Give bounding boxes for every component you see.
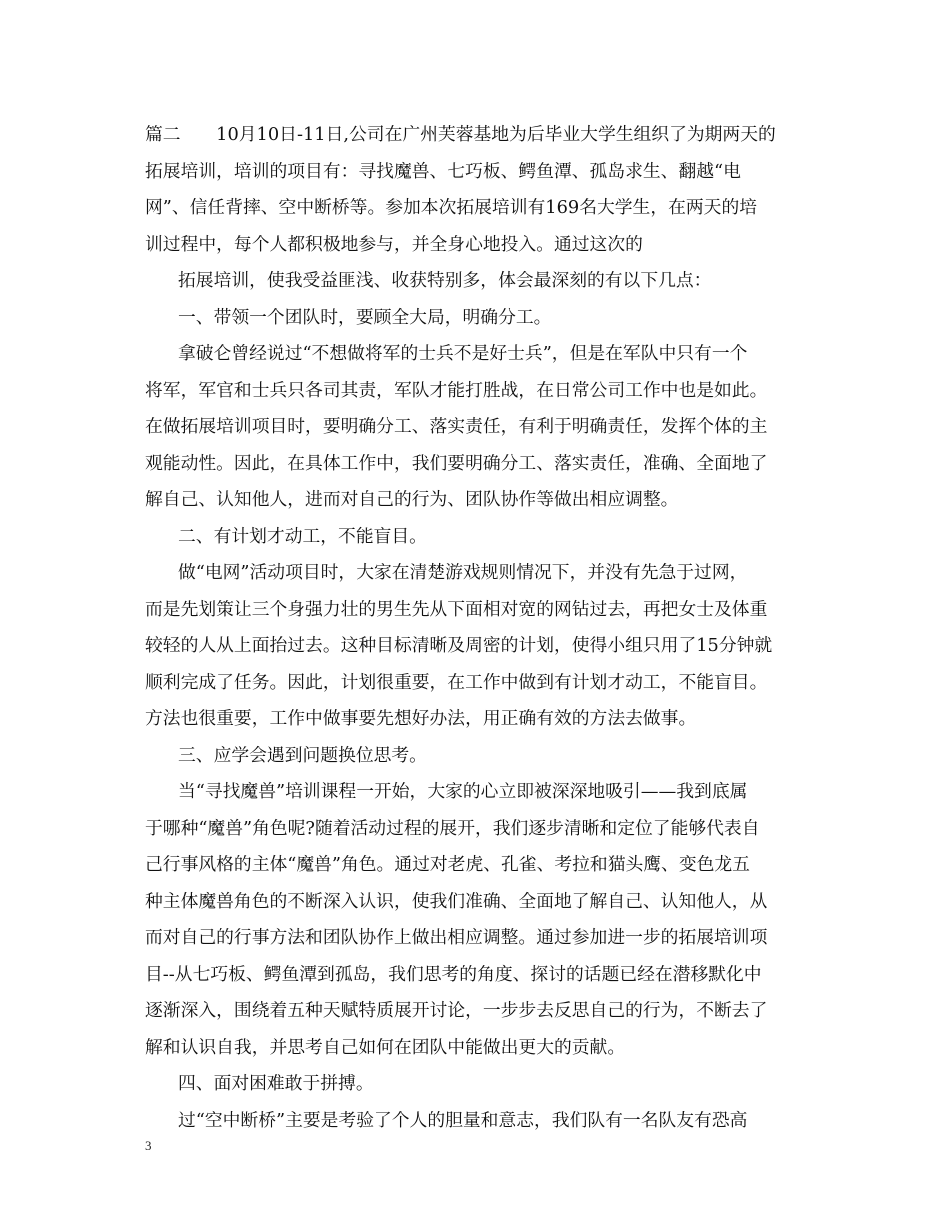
paragraph-line: 顺利完成了任务。因此，计划很重要，在工作中做到有计划才动工，不能盲目。 — [145, 671, 768, 693]
paragraph-line: 逐渐深入，围绕着五种天赋特质展开讨论，一步步去反思自己的行为，不断去了 — [145, 1000, 768, 1021]
paragraph-line: 而对自己的行事方法和团队协作上做出相应调整。通过参加进一步的拓展培训项 — [145, 927, 768, 948]
paragraph-line: 篇二 10月10日-11日,公司在广州芙蓉基地为后毕业大学生组织了为期两天的 — [145, 124, 776, 145]
page-number: 3 — [145, 1138, 152, 1153]
section-heading-1: 一、带领一个团队时，要顾全大局，明确分工。 — [178, 306, 552, 328]
paragraph-line: 于哪种“魔兽”角色呢?随着活动过程的展开，我们逐步清晰和定位了能够代表自 — [145, 817, 760, 839]
paragraph-line: 解和认识自我，并思考自己如何在团队中能做出更大的贡献。 — [145, 1036, 626, 1058]
paragraph-line: 当“寻找魔兽”培训课程一开始，大家的心立即被深深地吸引——我到底属 — [178, 781, 748, 802]
paragraph-line: 方法也很重要，工作中做事要先想好办法，用正确有效的方法去做事。 — [145, 708, 697, 729]
paragraph-line: 在做拓展培训项目时，要明确分工、落实责任，有利于明确责任，发挥个体的主 — [145, 416, 768, 437]
paragraph-line: 目--从七巧板、鳄鱼潭到孤岛，我们思考的角度、探讨的话题已经在潜移默化中 — [145, 963, 762, 985]
paragraph-line: 而是先划策让三个身强力壮的男生先从下面相对宽的网钻过去，再把女士及体重 — [145, 598, 768, 620]
paragraph-line: 过“空中断桥”主要是考验了个人的胆量和意志，我们队有一名队友有恐高 — [178, 1109, 748, 1131]
section-heading-2: 二、有计划才动工，不能盲目。 — [178, 525, 427, 547]
paragraph-line: 己行事风格的主体“魔兽”角色。通过对老虎、孔雀、考拉和猫头鹰、变色龙五 — [145, 854, 750, 875]
paragraph-line: 拓展培训，使我受益匪浅、收获特别多，体会最深刻的有以下几点： — [178, 270, 712, 291]
paragraph-line: 观能动性。因此，在具体工作中，我们要明确分工、落实责任，准确、全面地了 — [145, 452, 768, 474]
section-heading-4: 四、面对困难敢于拼搏。 — [178, 1073, 374, 1094]
paragraph-line: 种主体魔兽角色的不断深入认识，使我们准确、全面地了解自己、认知他人，从 — [145, 890, 768, 912]
paragraph-line: 训过程中，每个人都积极地参与，并全身心地投入。通过这次的 — [145, 233, 643, 255]
paragraph-line: 拿破仑曾经说过“不想做将军的士兵不是好士兵”，但是在军队中只有一个 — [178, 343, 748, 364]
paragraph-line: 将军，军官和士兵只各司其责，军队才能打胜战，在日常公司工作中也是如此。 — [145, 379, 768, 401]
paragraph-line: 解自己、认知他人，进而对自己的行为、团队协作等做出相应调整。 — [145, 489, 679, 510]
section-heading-3: 三、应学会遇到问题换位思考。 — [178, 744, 427, 766]
document-body — [145, 117, 810, 1139]
paragraph-line: 较轻的人从上面抬过去。这种目标清晰及周密的计划，使得小组只用了15分钟就 — [145, 635, 773, 656]
paragraph-line: 做“电网”活动项目时，大家在清楚游戏规则情况下，并没有先急于过网， — [178, 562, 748, 583]
paragraph-line: 拓展培训，培训的项目有：寻找魔兽、七巧板、鳄鱼潭、孤岛求生、翻越“电 — [145, 160, 741, 182]
paragraph-line: 网”、信任背摔、空中断桥等。参加本次拓展培训有169名大学生，在两天的培 — [145, 197, 758, 218]
